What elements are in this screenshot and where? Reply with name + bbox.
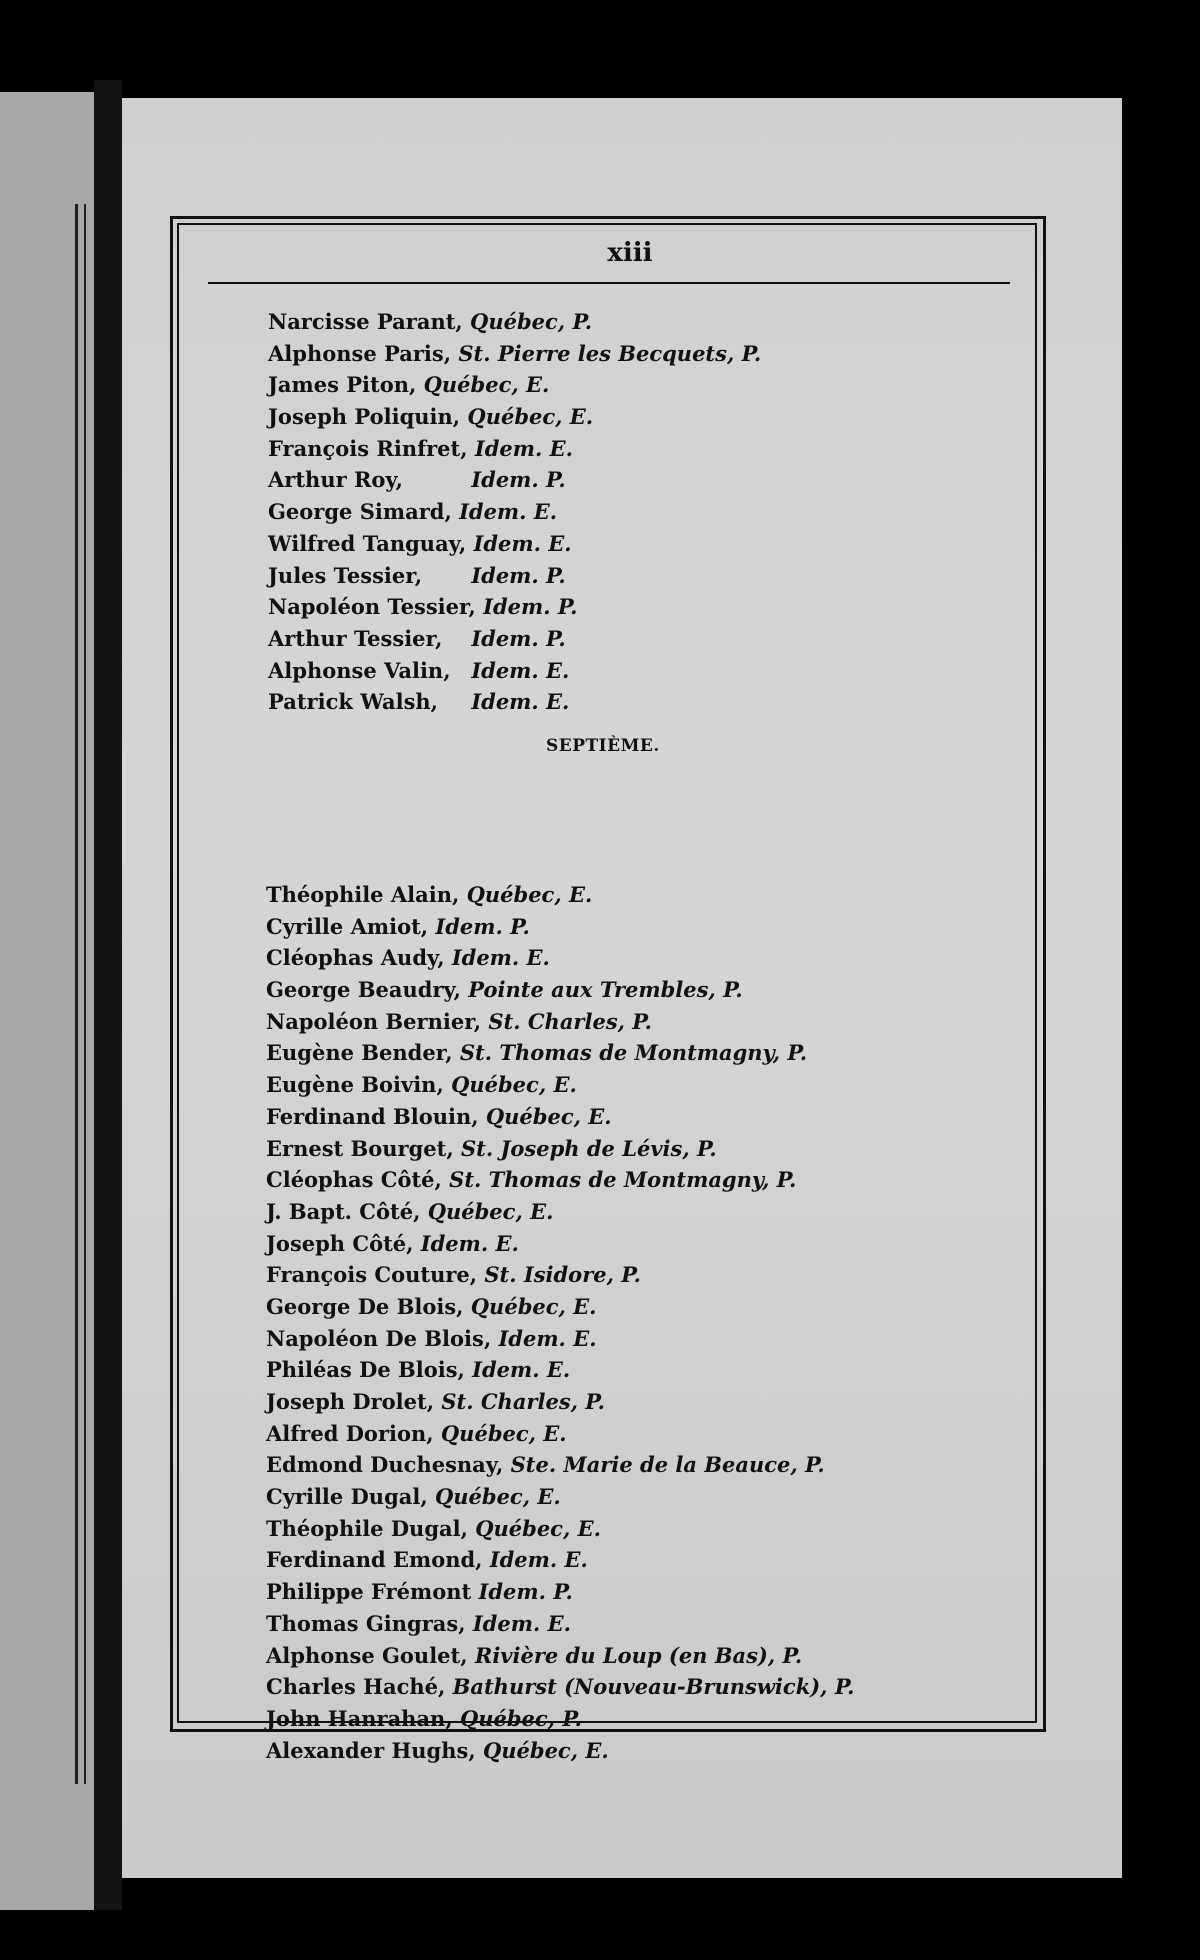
- list-item: Patrick Walsh, Idem. E.: [268, 689, 570, 715]
- list-item: Théophile Dugal, Québec, E.: [266, 1515, 601, 1541]
- adjacent-page-edge: [0, 92, 94, 1910]
- list-item: Eugène Bender, St. Thomas de Montmagny, P.: [266, 1040, 808, 1066]
- list-item: Arthur Tessier, Idem. P.: [268, 625, 566, 651]
- list-item: Eugène Boivin, Québec, E.: [266, 1072, 577, 1098]
- book-gutter: [94, 80, 122, 1910]
- book-page: [122, 98, 1122, 1878]
- list-item: Narcisse Parant, Québec, P.: [268, 309, 593, 334]
- list-item: George De Blois, Québec, E.: [266, 1293, 597, 1319]
- list-item: Napoléon Tessier, Idem. P.: [268, 594, 578, 620]
- list-item: Cyrille Dugal, Québec, E.: [266, 1484, 561, 1510]
- entry-list-top: [268, 306, 968, 770]
- list-item: Jules Tessier, Idem. P.: [268, 562, 566, 588]
- list-item: Napoléon Bernier, St. Charles, P.: [266, 1008, 652, 1034]
- list-item: Arthur Roy, Idem. P.: [268, 467, 566, 493]
- list-item: Ernest Bourget, St. Joseph de Lévis, P.: [266, 1135, 717, 1161]
- list-item: George Beaudry, Pointe aux Trembles, P.: [266, 977, 743, 1003]
- list-item: Edmond Duchesnay, Ste. Marie de la Beauce, P.: [266, 1452, 825, 1478]
- list-item: Napoléon De Blois, Idem. E.: [266, 1325, 597, 1351]
- adjacent-page-border: [75, 204, 86, 1784]
- list-item: George Simard, Idem. E.: [268, 499, 558, 525]
- list-item: J. Bapt. Côté, Québec, E.: [266, 1198, 554, 1224]
- list-item: Alphonse Goulet, Rivière du Loup (en Bas), P.: [266, 1642, 803, 1668]
- list-item: Alphonse Valin, Idem. E.: [268, 657, 570, 683]
- list-item: Charles Haché, Bathurst (Nouveau-Brunswick), P.: [266, 1674, 855, 1700]
- list-item: James Piton, Québec, E.: [268, 372, 550, 398]
- list-item: François Rinfret, Idem. E.: [268, 435, 573, 461]
- list-item: Alexander Hughs, Québec, E.: [266, 1737, 609, 1763]
- entry-list-septieme: [266, 879, 986, 1766]
- list-item: Philippe Frémont Idem. P.: [266, 1579, 573, 1605]
- list-item: Joseph Poliquin, Québec, E.: [268, 404, 594, 430]
- list-item: Philéas De Blois, Idem. E.: [266, 1357, 571, 1383]
- list-item: Ferdinand Emond, Idem. E.: [266, 1547, 588, 1573]
- list-item: Théophile Alain, Québec, E.: [266, 882, 593, 907]
- list-item: Cléophas Audy, Idem. E.: [266, 945, 550, 971]
- list-item: Thomas Gingras, Idem. E.: [266, 1610, 571, 1636]
- list-item: Wilfred Tanguay, Idem. E.: [268, 530, 572, 556]
- list-item: Alphonse Paris, St. Pierre les Becquets, P.: [268, 340, 762, 366]
- list-item: Joseph Côté, Idem. E.: [266, 1230, 519, 1256]
- page-number: xiii: [607, 238, 653, 268]
- list-item: John Hanrahan, Québec, P.: [266, 1705, 582, 1731]
- header-rule: [208, 282, 1010, 284]
- list-item: François Couture, St. Isidore, P.: [266, 1262, 641, 1288]
- list-item: Alfred Dorion, Québec, E.: [266, 1420, 567, 1446]
- list-item: Joseph Drolet, St. Charles, P.: [266, 1389, 605, 1414]
- list-item: Cléophas Côté, St. Thomas de Montmagny, P.: [266, 1167, 797, 1193]
- list-item: Ferdinand Blouin, Québec, E.: [266, 1103, 612, 1129]
- list-item: Cyrille Amiot, Idem. P.: [266, 913, 530, 939]
- section-heading: SEPTIÈME.: [546, 735, 660, 756]
